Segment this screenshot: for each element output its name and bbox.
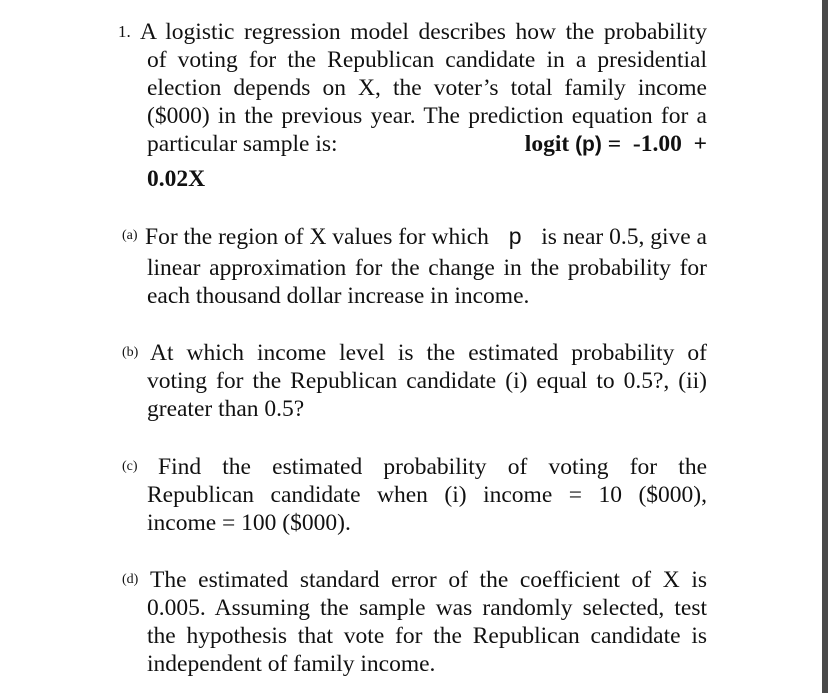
question-number: 1. [118, 22, 131, 41]
window-edge [822, 0, 828, 693]
question-line-2: of voting for the Republican candidate in a presidential [147, 47, 707, 73]
logit-label: logit [524, 131, 570, 157]
sample-label: particular sample is: [147, 131, 338, 157]
question-line-4: ($000) in the previous year. The prediction equation for a [147, 103, 707, 129]
prediction-equation [525, 130, 707, 159]
part-c-label: (c) [122, 459, 138, 474]
part-b-line-1: At which income level is the estimated probability of [150, 340, 707, 366]
part-c-line-2: Republican candidate when (i) income = 10 ($000), [147, 482, 707, 508]
part-c-line-3: income = 100 ($000). [147, 510, 351, 536]
part-d-line-3: the hypothesis that vote for the Republican candidate is [147, 623, 707, 649]
question-line-5 [147, 130, 707, 158]
part-c-line-1: Find the estimated probability of voting for the [158, 454, 707, 480]
part-a-text-start: For the region of X values for which [145, 224, 489, 250]
part-d-line-2: 0.005. Assuming the sample was randomly selected, test [147, 595, 707, 621]
part-b-label: (b) [122, 345, 139, 360]
part-a-text-end: is near 0.5, give a [541, 224, 707, 250]
equation-intercept: = -1.00 + [607, 131, 707, 157]
probability-symbol: p [508, 223, 522, 249]
part-a-line-1 [145, 222, 707, 250]
question-line-3: election depends on X, the voter’s total family income [147, 75, 707, 101]
logit-argument: (p) [575, 133, 602, 156]
part-a-line-2: linear approximation for the change in the probability for [147, 255, 707, 281]
question-line-1: A logistic regression model describes how the probability [140, 19, 707, 45]
part-a-line-3: each thousand dollar increase in income. [147, 283, 530, 309]
equation-coefficient: 0.02X [147, 166, 206, 192]
part-b-line-2: voting for the Republican candidate (i) equal to 0.5?, (ii) [147, 368, 707, 394]
part-d-line-4: independent of family income. [147, 651, 436, 677]
part-b-line-3: greater than 0.5? [147, 396, 305, 422]
part-a-label: (a) [122, 228, 138, 243]
part-d-line-1: The estimated standard error of the coefficient of X is [150, 567, 707, 593]
part-d-label: (d) [122, 572, 139, 587]
